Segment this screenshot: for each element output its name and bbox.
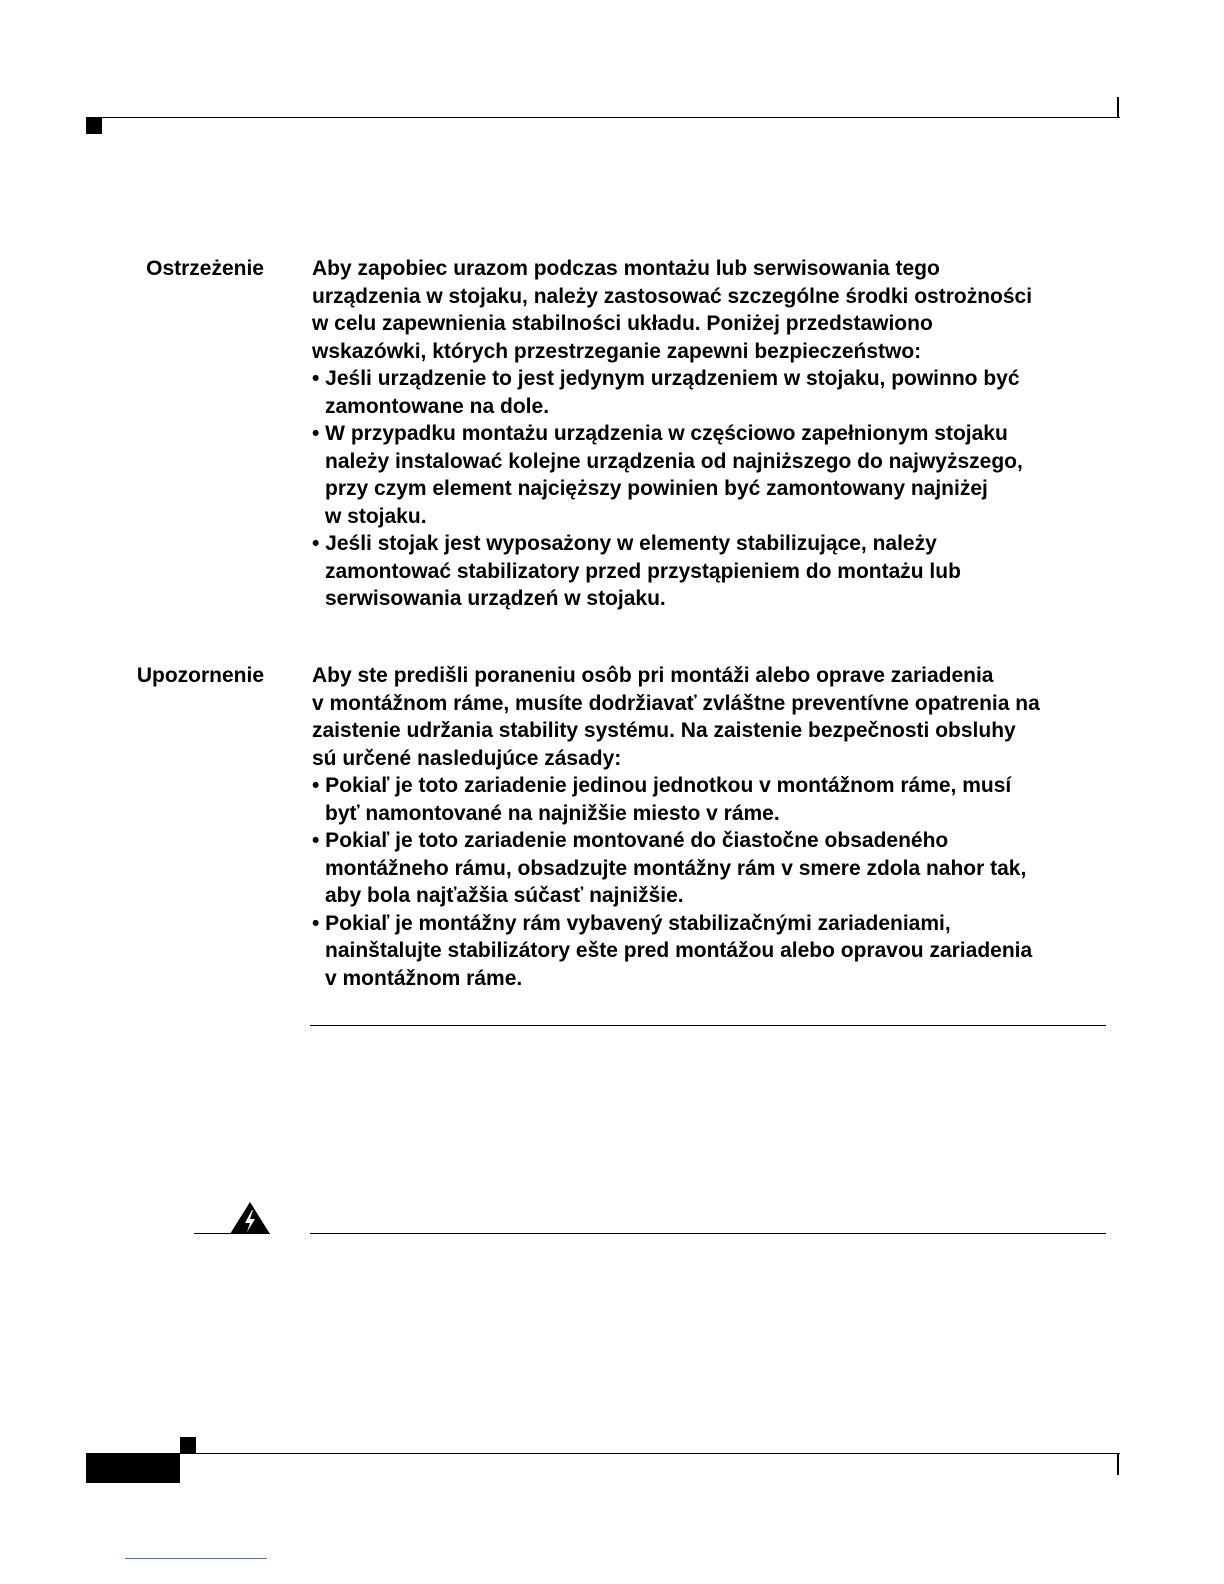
intro-line: urządzenia w stojaku, należy zastosować szczególne środki ostrożności [312,284,1033,308]
warning-rule [310,1233,1106,1234]
header-square-mark [86,118,102,134]
bullet-continuation: zamontować stabilizatory przed przystąpieniem do montażu lub [325,559,961,583]
bullet-continuation: w stojaku. [325,504,427,528]
bullet-item: • Pokiaľ je toto zariadenie montované do čiastočne obsadeného [312,829,949,852]
warning-label-slovak: Upozornenie [136,664,264,687]
bullet-continuation: zamontowane na dole. [325,394,550,418]
warning-icon [229,1201,271,1236]
bullet-continuation: montážneho rámu, obsadzujte montážny rám v smere zdola nahor tak, [325,856,1027,880]
footer-change-bar [1117,1454,1119,1475]
warning-label-polish: Ostrzeżenie [146,257,264,280]
bullet-continuation: należy instalować kolejne urządzenia od najniższego do najwyższego, [325,449,1023,473]
bullet-item: • Jeśli stojak jest wyposażony w elementy stabilizujące, należy [312,532,937,555]
footer-link-underline [125,1558,267,1559]
warning-text-slovak [312,662,1112,992]
footer-page-tab [86,1453,180,1483]
intro-line: Aby zapobiec urazom podczas montażu lub serwisowania tego [312,257,940,280]
bullet-continuation: aby bola najťažšia súčasť najnižšie. [325,884,684,907]
intro-line: wskazówki, których przestrzeganie zapewni bezpieczeństwo: [312,339,922,363]
bullet-continuation: byť namontované na najnižšie miesto v ráme. [325,801,780,825]
bullet-item: • Pokiaľ je toto zariadenie jedinou jednotkou v montážnom ráme, musí [312,774,1012,797]
bullet-item: • Pokiaľ je montážny rám vybavený stabilizačnými zariadeniami, [312,911,951,935]
header-change-bar [1117,97,1119,118]
intro-line: sú určené nasledujúce zásady: [312,746,622,770]
icon-underline [194,1233,270,1234]
footer-square-mark [180,1437,196,1453]
bullet-item: • W przypadku montażu urządzenia w częściowo zapełnionym stojaku [312,422,1008,445]
intro-line: zaistenie udržania stability systému. Na zaistenie bezpečnosti obsluhy [312,719,1016,742]
bullet-continuation: przy czym element najcięższy powinien być zamontowany najniżej [325,477,988,500]
intro-line: w celu zapewnienia stabilności układu. Poniżej przedstawiono [312,312,933,335]
intro-line: Aby ste predišli poraneniu osôb pri montáži alebo oprave zariadenia [312,664,994,687]
footer-rule [180,1453,1120,1454]
bullet-continuation: nainštalujte stabilizátory ešte pred montážou alebo opravou zariadenia [325,939,1033,962]
header-rule [86,117,1120,118]
warning-text-polish [312,255,1112,613]
bullet-item: • Jeśli urządzenie to jest jedynym urządzeniem w stojaku, powinno być [312,367,1020,390]
section-divider [310,1025,1106,1026]
bullet-continuation: serwisowania urządzeń w stojaku. [325,587,666,610]
bullet-continuation: v montážnom ráme. [325,966,523,990]
intro-line: v montážnom ráme, musíte dodržiavať zvláštne preventívne opatrenia na [312,691,1040,715]
